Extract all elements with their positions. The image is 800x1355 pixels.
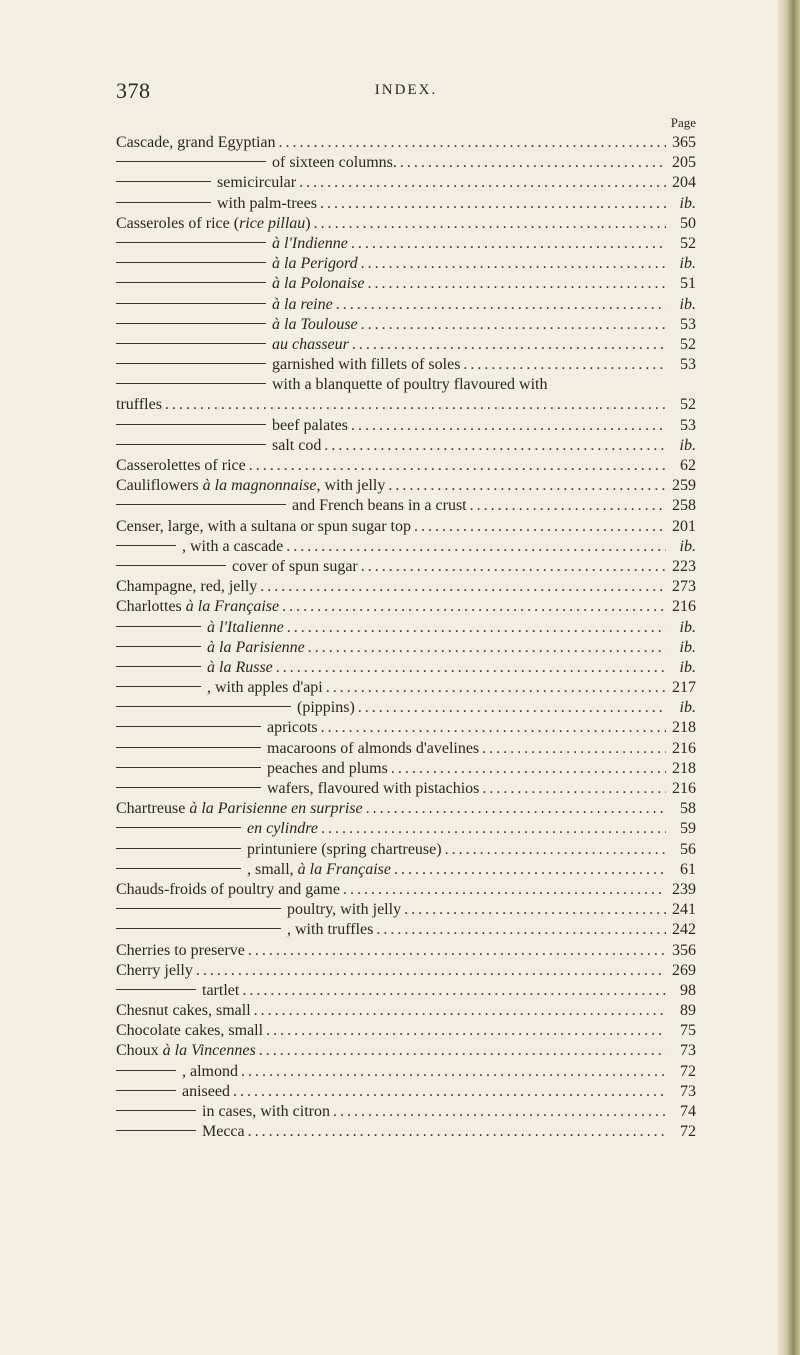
entry-page: 59 — [680, 820, 696, 838]
ditto-dash — [116, 1070, 176, 1071]
dot-leader — [358, 557, 666, 577]
entry-text: à l'Indienne — [272, 234, 348, 252]
dot-leader — [318, 718, 666, 738]
dot-leader — [321, 436, 666, 456]
ditto-dash — [116, 848, 241, 849]
dot-leader — [388, 759, 666, 779]
index-entry — [116, 436, 696, 456]
entry-page: 258 — [672, 497, 696, 515]
index-entry — [116, 880, 696, 900]
index-entry — [116, 658, 696, 678]
entry-page: 61 — [680, 860, 696, 878]
dot-leader — [276, 133, 667, 153]
entry-text: , with apples d'api — [207, 679, 323, 697]
dot-leader — [460, 355, 666, 375]
dot-leader — [318, 819, 666, 839]
entry-page: 204 — [672, 174, 696, 192]
dot-leader — [256, 1041, 666, 1061]
index-entry — [116, 153, 696, 173]
index-entry — [116, 1021, 696, 1041]
entry-text: macaroons of almonds d'avelines — [267, 739, 480, 757]
entry-page: 62 — [680, 457, 696, 474]
ditto-dash — [116, 928, 281, 929]
entry-text: à la Perigord — [272, 255, 358, 273]
ditto-dash — [116, 504, 286, 505]
entry-page: 218 — [672, 759, 696, 777]
ditto-dash — [116, 303, 266, 304]
entry-text: (pippins) — [297, 699, 355, 717]
index-entry — [116, 860, 696, 880]
index-entry — [116, 194, 696, 214]
entry-page: 53 — [680, 356, 696, 374]
entry-page: 269 — [672, 961, 696, 979]
dot-leader — [317, 194, 666, 214]
ditto-dash — [116, 787, 261, 788]
ditto-dash — [116, 1130, 196, 1131]
dot-leader — [245, 1122, 666, 1142]
entry-page: ib. — [679, 618, 696, 636]
entry-text: beef palates — [272, 416, 348, 434]
index-entry — [116, 638, 696, 658]
entry-text: Chesnut cakes, small — [116, 1002, 251, 1020]
ditto-dash — [116, 726, 261, 727]
entry-text: apricots — [267, 719, 318, 737]
entry-page: 53 — [680, 315, 696, 333]
entry-text: Charlottes à la Française — [116, 598, 280, 616]
index-entry — [116, 395, 696, 415]
index-entry — [116, 739, 696, 759]
dot-leader — [411, 517, 666, 537]
entry-text: wafers, flavoured with pistachios — [267, 780, 480, 797]
dot-leader — [355, 698, 666, 718]
entry-page: 218 — [672, 719, 696, 737]
entry-page: 205 — [672, 154, 696, 172]
ditto-dash — [116, 202, 211, 203]
running-head: INDEX. — [374, 82, 438, 98]
entry-page: 241 — [672, 901, 696, 919]
entry-text: à l'Italienne — [207, 618, 284, 636]
index-entry — [116, 214, 696, 234]
entry-text: en cylindre — [247, 820, 318, 838]
dot-leader — [311, 214, 666, 234]
entry-page: 56 — [680, 840, 696, 858]
entry-page: 239 — [672, 880, 696, 898]
entry-text: poultry, with jelly — [287, 901, 402, 919]
index-entry — [116, 456, 696, 476]
entry-page: 52 — [680, 335, 696, 353]
entry-page: 216 — [672, 739, 696, 757]
entry-text: with palm-trees — [217, 194, 317, 212]
index-entry — [116, 1041, 696, 1061]
entry-text: Mecca — [202, 1123, 245, 1141]
index-entry — [116, 698, 696, 718]
entry-page: ib. — [679, 537, 696, 555]
entry-text: à la Russe — [207, 658, 273, 676]
entry-text: tartlet — [202, 981, 240, 999]
entry-page: 216 — [672, 598, 696, 616]
entry-text: Chartreuse à la Parisienne en surprise — [116, 800, 363, 818]
index-entry — [116, 799, 696, 819]
entry-page: ib. — [679, 255, 696, 273]
index-entry — [116, 819, 696, 839]
dot-leader — [397, 153, 666, 173]
entry-text: , with truffles — [287, 921, 374, 939]
index-entry — [116, 981, 696, 1001]
entry-text: Censer, large, with a sultana or spun sugar top — [116, 517, 411, 535]
ditto-dash — [116, 383, 266, 384]
index-entry — [116, 496, 696, 516]
dot-leader — [364, 274, 666, 294]
entry-page: 201 — [672, 517, 696, 535]
entry-page: 75 — [680, 1022, 696, 1040]
dot-leader — [263, 1021, 666, 1041]
index-entry — [116, 920, 696, 940]
index-entry — [116, 315, 696, 335]
entry-page: ib. — [679, 436, 696, 454]
page-number: 378 — [116, 78, 151, 103]
index-entry — [116, 1102, 696, 1122]
ditto-dash — [116, 827, 241, 828]
entry-text: garnished with fillets of soles — [272, 356, 461, 374]
entry-page: 73 — [680, 1042, 696, 1060]
index-entry — [116, 678, 696, 698]
entry-text: Cherries to preserve — [116, 941, 245, 959]
dot-leader — [330, 1102, 666, 1122]
entry-page: 259 — [672, 477, 696, 495]
dot-leader — [358, 315, 666, 335]
entry-page: ib. — [679, 658, 696, 676]
dot-leader — [323, 678, 666, 698]
entry-text: printuniere (spring chartreuse) — [247, 840, 442, 858]
index-entry — [116, 133, 696, 153]
entry-text: and French beans in a crust — [292, 497, 467, 515]
index-entry — [116, 900, 696, 920]
dot-leader — [467, 496, 666, 516]
entry-page: 53 — [680, 416, 696, 434]
dot-leader — [284, 618, 666, 638]
ditto-dash — [116, 868, 241, 869]
ditto-dash — [116, 444, 266, 445]
index-entry — [116, 941, 696, 961]
dot-leader — [340, 880, 666, 900]
entry-text: Casseroles of rice (rice pillau) — [116, 214, 311, 232]
entry-text: Choux à la Vincennes — [116, 1042, 256, 1060]
dot-leader — [230, 1082, 666, 1102]
dot-leader — [239, 981, 666, 1001]
dot-leader — [348, 234, 666, 254]
index-entry — [116, 840, 696, 860]
dot-leader — [246, 456, 666, 476]
entry-page: 74 — [680, 1103, 696, 1120]
dot-leader — [283, 537, 666, 557]
dot-leader — [479, 739, 666, 759]
ditto-dash — [116, 343, 266, 344]
page-header — [116, 78, 696, 108]
index-entry — [116, 597, 696, 617]
ditto-dash — [116, 282, 266, 283]
ditto-dash — [116, 767, 261, 768]
entry-text: à la Polonaise — [272, 275, 365, 293]
index-entry — [116, 618, 696, 638]
ditto-dash — [116, 747, 261, 748]
entry-page: 217 — [672, 679, 696, 697]
index-entry — [116, 577, 696, 597]
index-entry — [116, 1062, 696, 1082]
entry-text: Chocolate cakes, small — [116, 1022, 264, 1040]
dot-leader — [348, 416, 666, 436]
ditto-dash — [116, 161, 266, 162]
index-entry — [116, 718, 696, 738]
entry-page: 50 — [680, 214, 696, 232]
index-entry — [116, 476, 696, 496]
ditto-dash — [116, 1090, 176, 1091]
dot-leader — [305, 638, 666, 658]
index-entry — [116, 1082, 696, 1102]
ditto-dash — [116, 181, 211, 182]
ditto-dash — [116, 646, 201, 647]
dot-leader — [273, 658, 666, 678]
entry-text: Cauliflowers à la magnonnaise, with jelly — [116, 477, 386, 495]
entry-page: ib. — [679, 638, 696, 656]
ditto-dash — [116, 989, 196, 990]
dot-leader — [296, 173, 666, 193]
index-entry — [116, 537, 696, 557]
entry-text: à la Parisienne — [207, 638, 305, 656]
index-entry — [116, 517, 696, 537]
dot-leader — [349, 335, 666, 355]
dot-leader — [401, 900, 666, 920]
index-entry — [116, 961, 696, 981]
entry-page: 51 — [680, 275, 696, 293]
entry-page: 365 — [672, 134, 696, 151]
entry-text: truffles — [116, 396, 162, 414]
index-entry — [116, 779, 696, 799]
entry-text: Chauds-froids of poultry and game — [116, 880, 340, 898]
entry-page: 356 — [672, 941, 696, 959]
entry-text: aniseed — [182, 1082, 230, 1100]
index-entry — [116, 1122, 696, 1142]
entry-text: Champagne, red, jelly — [116, 578, 258, 596]
entry-page: 72 — [680, 1062, 696, 1080]
dot-leader — [363, 799, 666, 819]
dot-leader — [385, 476, 666, 496]
entry-page: 58 — [680, 800, 696, 818]
index-entry — [116, 173, 696, 193]
entry-page: 89 — [680, 1002, 696, 1020]
entry-page: 73 — [680, 1082, 696, 1100]
ditto-dash — [116, 1110, 196, 1111]
entry-text: au chasseur — [272, 335, 349, 353]
entry-page: 242 — [672, 921, 696, 939]
entry-page: ib. — [679, 699, 696, 717]
ditto-dash — [116, 666, 201, 667]
dot-leader — [238, 1062, 666, 1082]
dot-leader — [479, 779, 666, 799]
ditto-dash — [116, 424, 266, 425]
ditto-dash — [116, 262, 266, 263]
entry-text: Casserolettes of rice — [116, 457, 246, 474]
entry-page: 98 — [680, 981, 696, 999]
ditto-dash — [116, 545, 176, 546]
index-entry — [116, 355, 696, 375]
entry-page: 72 — [680, 1123, 696, 1141]
index-entry — [116, 335, 696, 355]
dot-leader — [245, 941, 666, 961]
entry-page: ib. — [679, 295, 696, 313]
index-entry — [116, 1001, 696, 1021]
ditto-dash — [116, 565, 226, 566]
dot-leader — [373, 920, 666, 940]
dot-leader — [442, 840, 666, 860]
dot-leader — [358, 254, 666, 274]
entry-page: 52 — [680, 396, 696, 414]
index-entry — [116, 234, 696, 254]
entry-text: with a blanquette of poultry flavoured with — [272, 376, 548, 394]
ditto-dash — [116, 626, 201, 627]
index-entries — [116, 133, 696, 1142]
ditto-dash — [116, 686, 201, 687]
entry-text: salt cod — [272, 436, 322, 454]
entry-text: Cascade, grand Egyptian — [116, 134, 276, 151]
ditto-dash — [116, 363, 266, 364]
entry-text: , with a cascade — [182, 537, 284, 555]
entry-text: cover of spun sugar — [232, 557, 358, 575]
index-entry — [116, 759, 696, 779]
entry-text: , almond — [182, 1062, 238, 1080]
index-entry — [116, 557, 696, 577]
entry-text: of sixteen columns. — [272, 154, 397, 172]
dot-leader — [391, 860, 666, 880]
index-entry — [116, 295, 696, 315]
ditto-dash — [116, 706, 291, 707]
page-column-label: Page — [670, 115, 696, 130]
entry-page: 216 — [672, 780, 696, 797]
dot-leader — [257, 577, 666, 597]
index-entry — [116, 375, 696, 395]
index-entry — [116, 416, 696, 436]
entry-text: Cherry jelly — [116, 961, 193, 979]
ditto-dash — [116, 323, 266, 324]
entry-text: à la Toulouse — [272, 315, 358, 333]
entry-text: peaches and plums — [267, 759, 388, 777]
ditto-dash — [116, 242, 266, 243]
page-edge — [778, 0, 800, 1355]
entry-text: semicircular — [217, 174, 297, 192]
entry-page: 52 — [680, 234, 696, 252]
entry-text: , small, à la Française — [247, 860, 391, 878]
entry-text: à la reine — [272, 295, 333, 313]
index-entry — [116, 254, 696, 274]
entry-page: 273 — [672, 578, 696, 596]
dot-leader — [251, 1001, 666, 1021]
dot-leader — [333, 295, 666, 315]
entry-page: ib. — [679, 194, 696, 212]
dot-leader — [193, 961, 666, 981]
dot-leader — [162, 395, 666, 415]
index-entry — [116, 274, 696, 294]
ditto-dash — [116, 908, 281, 909]
dot-leader — [279, 597, 666, 617]
entry-text: in cases, with citron — [202, 1103, 330, 1120]
entry-page: 223 — [672, 557, 696, 575]
